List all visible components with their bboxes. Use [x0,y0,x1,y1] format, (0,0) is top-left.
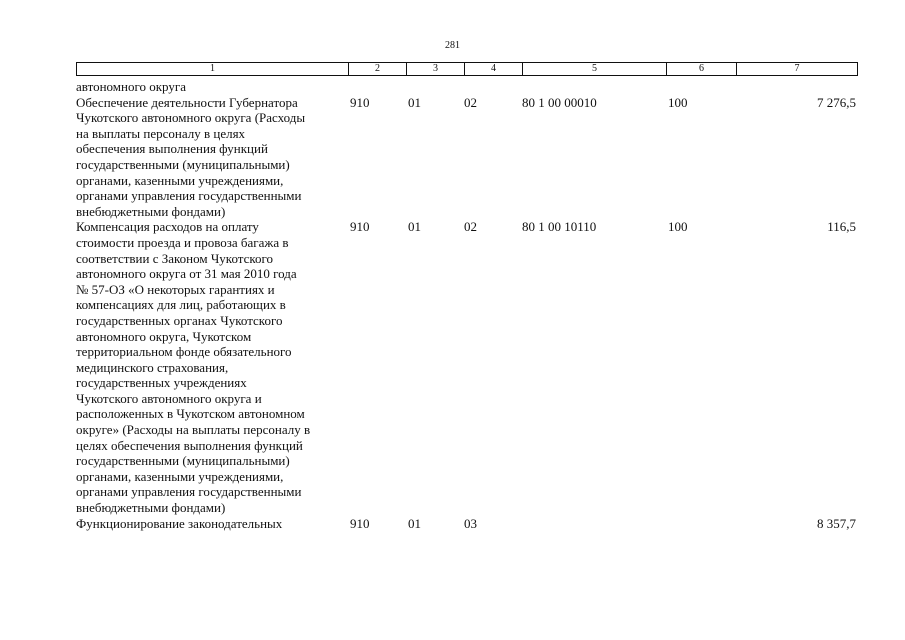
header-col-2: 2 [349,63,407,75]
row-name: автономного округа [76,79,186,94]
row-expense-type: 100 [668,94,688,110]
row-expense-type: 100 [668,219,688,235]
header-col-7: 7 [794,63,800,74]
table-header [76,62,858,76]
row-ministry-code: 910 [350,515,370,531]
row-target-article [522,79,668,95]
row-section: 01 [408,515,421,531]
row-expense-type [668,516,748,532]
header-col-6: 6 [667,63,737,75]
row-ministry-code [348,79,408,95]
table-body [76,79,856,531]
header-col-3: 3 [407,63,465,75]
row-subsection: 02 [464,94,477,110]
row-amount: 8 357,7 [817,515,856,531]
row-ministry-code: 910 [350,94,370,110]
table-row [76,79,856,95]
row-name: Обеспечение деятельности Губернатора Чукотского автономного округа (Расходы на выплаты персоналу в целях обеспечения выполнения функций государственными (муниципальными) органами, казенными учреждениями, органами управления государственными внебюджетными фондами) [76,94,306,219]
row-target-article [522,516,668,532]
row-subsection: 03 [464,515,477,531]
page-number: 281 [445,40,460,51]
table-row [76,95,856,220]
row-subsection [464,79,522,95]
row-amount: 116,5 [827,219,856,235]
header-col-5: 5 [523,63,667,75]
header-col-4: 4 [465,63,523,75]
row-section: 01 [408,94,421,110]
row-name: Компенсация расходов на оплату стоимости проезда и провоза багажа в соответствии с Законом Чукотского автономного округа от 31 мая 2010 года № 57-ОЗ «О некоторых гарантиях и компенсациях для лиц, работающих в государственных органах Чукотского автономного округа, Чукотском территориальном фонде обязательного медицинского страхования, государственных учреждениях Чукотского автономного округа и расположенных в Чукотском автономном округе» (Расходы на выплаты персоналу в целях обеспечения выполнения функций государственными (муниципальными) органами, казенными учреждениями, органами управления государственными внебюджетными фондами) [76,219,311,516]
header-col-1: 1 [77,63,349,75]
row-section: 01 [408,219,421,235]
row-target-article: 80 1 00 00010 [522,94,597,110]
row-name: Функционирование законодательных [76,515,283,531]
row-section [408,79,464,95]
row-amount: 7 276,5 [817,94,856,110]
row-subsection: 02 [464,219,477,235]
table-row [76,516,856,532]
row-ministry-code: 910 [350,219,370,235]
row-target-article: 80 1 00 10110 [522,219,597,235]
table-row [76,219,856,515]
row-expense-type [668,79,748,95]
row-amount [748,79,856,95]
